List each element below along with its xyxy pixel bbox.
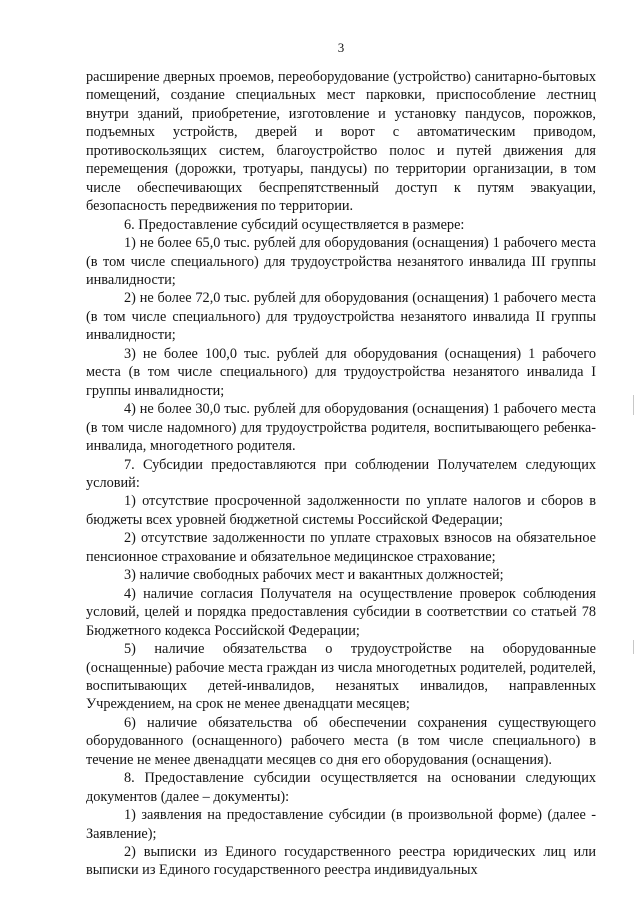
paragraph-7-6: 6) наличие обязательства об обеспечении сохранения существующего оборудованного (оснащенного) рабочего места (в том числе специального) в течение не менее двенадцати месяцев со дня его оборудования (оснащения). [86,714,596,768]
document-body [86,68,596,880]
paragraph-intro-continuation: расширение дверных проемов, переоборудование (устройство) санитарно-бытовых помещений, создание специальных мест парковки, приспособление лестниц внутри зданий, приобретение, изготовление и установку пандусов, порожков, подъемных устройств, дверей и ворот с автоматическим приводом, противоскользящих систем, благоустройство полос и путей движения для перемещения (дорожки, тротуары, пандусы) по территории организации, в том числе обеспечивающих беспрепятственный доступ к путям эвакуации, безопасность передвижения по территории. [86,69,596,215]
paragraph-7-3: 3) наличие свободных рабочих мест и вакантных должностей; [124,567,504,584]
scan-edge-mark [633,395,634,415]
paragraph-7-5: 5) наличие обязательства о трудоустройстве на оборудованные (оснащенные) рабочие места граждан из числа многодетных родителей, родителей, воспитывающих детей-инвалидов, незанятых инвалидов, направленных Учреждением, на срок не менее двенадцати месяцев; [86,641,596,713]
scan-edge-mark [633,640,634,654]
paragraph-8-1: 1) заявления на предоставление субсидии (в произвольной форме) (далее - Заявление); [86,807,596,842]
paragraph-7-2: 2) отсутствие задолженности по уплате страховых взносов на обязательное пенсионное страхование и обязательное медицинское страхование; [86,530,596,565]
paragraph-7-1: 1) отсутствие просроченной задолженности по уплате налогов и сборов в бюджеты всех уровней бюджетной системы Российской Федерации; [86,493,596,528]
paragraph-section-8: 8. Предоставление субсидии осуществляется на основании следующих документов (далее – документы): [86,770,596,805]
paragraph-6-2: 2) не более 72,0 тыс. рублей для оборудования (оснащения) 1 рабочего места (в том числе специального) для трудоустройства незанятого инвалида II группы инвалидности; [86,290,596,344]
paragraph-6-4: 4) не более 30,0 тыс. рублей для оборудования (оснащения) 1 рабочего места (в том числе надомного) для трудоустройства родителя, воспитывающего ребенка-инвалида, многодетного родителя. [86,401,596,455]
paragraph-6-1: 1) не более 65,0 тыс. рублей для оборудования (оснащения) 1 рабочего места (в том числе специального) для трудоустройства незанятого инвалида III группы инвалидности; [86,235,596,288]
paragraph-7-4: 4) наличие согласия Получателя на осуществление проверок соблюдения условий, целей и порядка предоставления субсидии в соответствии со статьей 78 Бюджетного кодекса Российской Федерации; [86,585,596,639]
paragraph-section-7: 7. Субсидии предоставляются при соблюдении Получателем следующих условий: [86,456,596,491]
page-number: 3 [337,40,345,55]
paragraph-8-2: 2) выписки из Единого государственного реестра юридических лиц или выписки из Единого государственного реестра индивидуальных [86,844,596,879]
paragraph-6-3: 3) не более 100,0 тыс. рублей для оборудования (оснащения) 1 рабочего места (в том числе специального) для трудоустройства незанятого инвалида I группы инвалидности; [86,345,596,399]
paragraph-section-6: 6. Предоставление субсидий осуществляется в размере: [124,216,465,233]
